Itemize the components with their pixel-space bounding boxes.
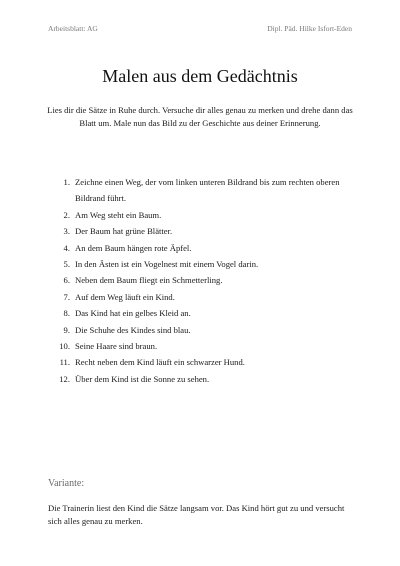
list-item-text: Auf dem Weg läuft ein Kind.	[75, 291, 175, 302]
variant-heading: Variante:	[48, 478, 85, 489]
list-item	[56, 272, 356, 288]
list-item-text: In den Ästen ist ein Vogelnest mit einem Vogel darin.	[75, 259, 259, 270]
list-item	[56, 371, 356, 387]
list-item-text: Die Schuhe des Kindes sind blau.	[75, 324, 191, 335]
list-item-text: Seine Haare sind braun.	[75, 341, 158, 352]
list-item-number: 8.	[63, 308, 70, 319]
list-item-text: An dem Baum hängen rote Äpfel.	[75, 242, 192, 253]
list-item	[56, 338, 356, 354]
list-item	[56, 305, 356, 321]
task-list	[56, 174, 356, 387]
header-author: Dipl. Päd. Hilke Isfort-Eden	[267, 24, 352, 33]
list-item-number: 4.	[63, 242, 70, 253]
list-item	[56, 207, 356, 223]
list-item-text: Recht neben dem Kind läuft ein schwarzer Hund.	[75, 357, 245, 368]
list-item-number: 7.	[63, 291, 70, 302]
list-item	[56, 289, 356, 305]
list-item-number: 2.	[63, 209, 70, 220]
list-item-text: Der Baum hat grüne Blätter.	[75, 226, 173, 237]
list-item-text: Zeichne einen Weg, der vom linken unteren Bildrand bis zum rechten oberen Bildrand führt.	[75, 177, 340, 204]
list-item-number: 12.	[59, 373, 70, 384]
list-item	[56, 174, 356, 207]
list-item	[56, 223, 356, 239]
list-item-number: 6.	[63, 275, 70, 286]
list-item-text: Das Kind hat ein gelbes Kleid an.	[75, 308, 191, 319]
intro-paragraph: Lies dir die Sätze in Ruhe durch. Versuche dir alles genau zu merken und drehe dann das Blatt um. Male nun das Bild zu der Geschichte aus deiner Erinnerung.	[47, 105, 353, 128]
list-item	[56, 354, 356, 370]
list-item	[56, 256, 356, 272]
list-item-number: 11.	[59, 357, 70, 368]
list-item-number: 5.	[63, 259, 70, 270]
list-item	[56, 322, 356, 338]
list-item-number: 1.	[63, 177, 70, 187]
list-item-number: 9.	[63, 324, 70, 335]
variant-paragraph: Die Trainerin liest den Kind die Sätze langsam vor. Das Kind hört gut zu und versucht sich alles genau zu merken.	[48, 503, 345, 526]
list-item-number: 10.	[59, 341, 70, 352]
list-item-text: Über dem Kind ist die Sonne zu sehen.	[75, 373, 210, 384]
list-item-text: Am Weg steht ein Baum.	[75, 209, 162, 220]
list-item-number: 3.	[63, 226, 70, 237]
header-worksheet-label: Arbeitsblatt: AG	[48, 24, 98, 33]
list-item	[56, 240, 356, 256]
page-title: Malen aus dem Gedächtnis	[102, 66, 298, 86]
list-item-text: Neben dem Baum fliegt ein Schmetterling.	[75, 275, 223, 286]
